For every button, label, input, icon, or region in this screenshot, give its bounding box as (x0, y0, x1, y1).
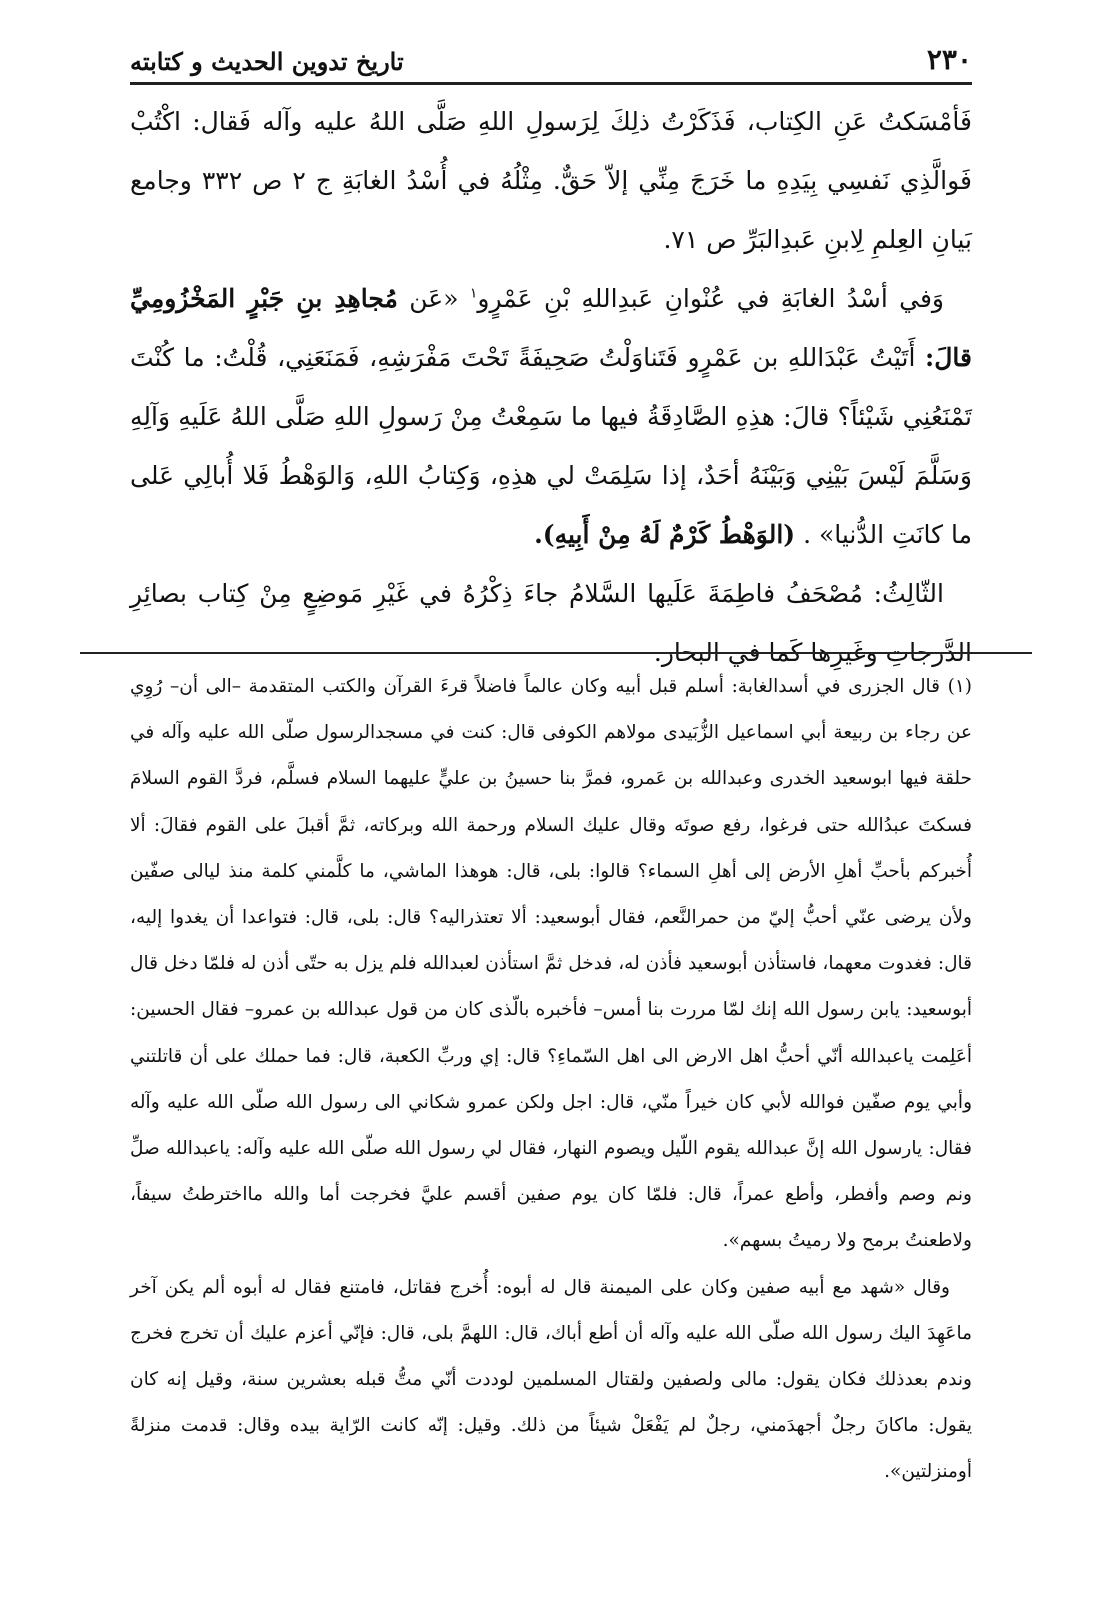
footnotes (130, 664, 972, 1496)
running-title: تاريخ تدوين الحديث و كتابته (130, 47, 404, 76)
main-text (130, 92, 972, 682)
main-paragraph-3: الثّالِثُ: مُصْحَفُ فاطِمَةَ عَلَيها السَّلامُ جاءَ ذِكْرُهُ في غَيْرِ مَوضِعٍ مِنْ كِتاب بصائِرِ الدَّرجاتِ وغَيرِها كَما في البحار. (130, 579, 972, 667)
paragraph-2-quote-open: «عَن (397, 284, 470, 313)
footnote-separator (80, 652, 1032, 654)
main-paragraph-1: فَأمْسَكتُ عَنِ الكِتاب، فَذَكَرْتُ ذلِكَ لِرَسولِ اللهِ صَلَّى اللهُ عليه وآله فَقال: اكْتُبْ فَوالَّذِي نَفسِي بِيَدِهِ ما خَرَجَ مِنِّي إلاّ حَقٌّ. مِثْلُهُ في أُسْدُ الغابَةِ ج ٢ ص ٣٣٢ وجامع بَيانِ العِلمِ لِابنِ عَبدِالبَرِّ ص ٧١. (130, 107, 972, 254)
footnote-continuation: وقال «شهد مع أبيه صفين وكان على الميمنة قال له أبوه: أُخرج فقاتل، فامتنع فقال له أبوه ألم يكن آخر ماعَهِدَ اليك رسول الله صلّى الله عليه وآله أن أطع أباك، قال: اللهمَّ بلى، قال: فإنّي أعزم عليك أن تخرج فخرج وندم بعدذلك فكان يقول: مالى ولصفين ولقتال المسلمين لوددت أنّي متُّ قبله بعشرين سنة، وقيل إنه كان يقول: ماكانَ رجلٌ أجهدَمني، رجلٌ لم يَفْعَلْ شيئاً من ذلك. وقيل: إنّه كانت الرّاية بيده وقال: قدمت منزلةً أومنزلتين». (130, 1276, 972, 1483)
main-paragraph-2 (130, 269, 972, 564)
paragraph-2-quote: أَتَيْتُ عَبْدَاللهِ بن عَمْرٍو فَتَناوَلْتُ صَحِيفَةً تَحْتَ مَفْرَشِهِ، فَمَنَعَنِي، قُلْتُ: ما كُنْتَ تَمْنَعُنِي شَيْئاً؟ قالَ: هذِهِ الصَّادِقَةُ فيها ما سَمِعْتُ مِنْ رَسولِ اللهِ صَلَّى اللهُ عَلَيهِ وَآلِهِ وَسَلَّمَ لَيْسَ بَيْنِي وَبَيْنَهُ أحَدٌ، إذا سَلِمَتْ لي هذِهِ، وَكِتابُ اللهِ، وَالوَهْطُ فَلا أُبالِي عَلى ما كانَتِ الدُّنيا» . (130, 343, 972, 549)
paragraph-2-gloss: (الوَهْطُ كَرْمٌ لَهُ مِنْ أَبِيهِ). (534, 520, 796, 549)
page-header (130, 28, 972, 85)
page-number: ٢٣٠ (926, 43, 972, 76)
paragraph-2-intro: وَفي أسْدُ الغابَةِ في عُنْوانِ عَبدِاللهِ بْنِ عَمْرٍو (477, 284, 945, 313)
footnote-reference: ١ (469, 285, 478, 302)
narrator-name: مُجاهِدِ بنِ جَبْرٍ المَخْزُومِيِّ قالَ: (130, 284, 972, 372)
footnote-1: (١) قال الجزرى في أسدالغابة: أسلم قبل أبيه وكان عالماً فاضلاً قرءَ القرآن والكتب المتقدمة –الى أن– رُوِي عن رجاء بن ربيعة أبي اسماعيل الزُّبَيدى مولاهم الكوفى قال: كنت في مسجدالرسول صلّى الله عليه وآله في حلقة فيها ابوسعيد الخدرى وعبدالله بن عَمرو، فمرَّ بنا حسينُ بن عليٍّ عليهما السلام فسلَّم، فردَّ القوم السلامَ فسكتَ عبدُالله حتى فرغوا، رفع صوتَه وقال عليك السلام ورحمة الله وبركاته، ثمَّ أقبلَ على القوم فقالَ: ألا أُخبركم بأحبِّ أهلِ الأرض إلى أهلِ السماء؟ قالوا: بلى، قال: هوهذا الماشي، ما كلَّمني كلمة منذ ليالى صفّين ولأن يرضى عنّي أحبُّ إليّ من حمرالنَّعم، فقال أبوسعيد: ألا تعتذراليه؟ قال: بلى، قال: فتواعدا أن يغدوا إليه، قال: فغدوت معهما، فاستأذن أبوسعيد فأذن له، فدخل ثمَّ استأذن لعبدالله فلم يزل به حتّى أذن له فلمّا دخل قال أبوسعيد: يابن رسول الله إنك لمّا مررت بنا أمس– فأخبره بالّذى كان من قول عبدالله بن عمرو– فقال الحسين: أعَلِمت ياعبدالله أنّي أحبُّ اهل الارض الى اهل السّماءِ؟ قال: إي وربِّ الكعبة، قال: فما حملك على أن قاتلتني وأبي يوم صفّين فوالله لأبي كان خيراً منّي، قال: اجل ولكن عمرو شكاني الى رسول الله صلّى الله عليه وآله فقال: يارسول الله إنَّ عبدالله يقوم اللّيل ويصوم النهار، فقال لي رسول الله صلّى الله عليه وآله: ياعبدالله صلِّ ونم وصم وأفطر، وأطع عمراً، قال: فلمّا كان يوم صفين أقسم عليَّ فخرجت أما والله مااخترطتُ سيفاً، ولاطعنتُ برمح ولا رميتُ بسهم». (130, 676, 972, 1252)
